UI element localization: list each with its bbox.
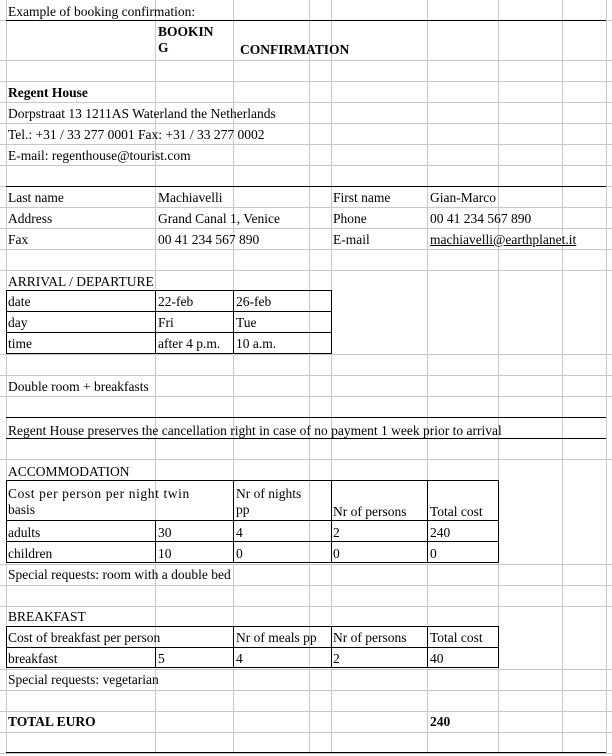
heading-booking-line2: G <box>158 40 169 55</box>
arrival-row-day-label: day <box>8 315 28 330</box>
departure-date-value: 26-feb <box>236 294 272 309</box>
breakfast-header-cost: Cost of breakfast per person <box>8 630 161 645</box>
departure-time-value: 10 a.m. <box>236 336 277 351</box>
guest-email-link[interactable]: machiavelli@earthplanet.it <box>430 232 577 247</box>
accommodation-header-persons: Nr of persons <box>333 504 407 519</box>
accommodation-header-cost-line2: basis <box>8 502 35 517</box>
breakfast-header-persons: Nr of persons <box>333 630 407 645</box>
hotel-phone-fax: Tel.: +31 / 33 277 0001 Fax: +31 / 33 277 0002 <box>8 127 265 142</box>
accommodation-header-total: Total cost <box>430 504 483 519</box>
cancellation-note: Regent House preserves the cancellation right in case of no payment 1 week prior to arrival <box>8 423 502 438</box>
address-value: Grand Canal 1, Venice <box>158 211 280 226</box>
intro-text: Example of booking confirmation: <box>8 4 196 19</box>
adults-nights: 4 <box>236 525 243 540</box>
children-total: 0 <box>430 546 437 561</box>
hotel-email: E-mail: regenthouse@tourist.com <box>8 148 191 163</box>
adults-cost: 30 <box>158 525 172 540</box>
first-name-value: Gian-Marco <box>430 190 496 205</box>
hotel-address: Dorpstraat 13 1211AS Waterland the Netherlands <box>8 106 276 121</box>
adults-persons: 2 <box>333 525 340 540</box>
breakfast-title: BREAKFAST <box>8 609 86 624</box>
breakfast-meals: 4 <box>236 651 243 666</box>
arrival-title: ARRIVAL / DEPARTURE <box>8 274 154 289</box>
accommodation-header-nights-line2: pp <box>236 502 250 517</box>
total-value: 240 <box>430 714 451 729</box>
address-label: Address <box>8 211 53 226</box>
breakfast-persons: 2 <box>333 651 340 666</box>
last-name-value: Machiavelli <box>158 190 223 205</box>
last-name-label: Last name <box>8 190 64 205</box>
accommodation-title: ACCOMMODATION <box>8 464 130 479</box>
children-nights: 0 <box>236 546 243 561</box>
accommodation-special-requests: Special requests: room with a double bed <box>8 567 231 582</box>
breakfast-header-meals: Nr of meals pp <box>236 630 317 645</box>
heading-confirmation: CONFIRMATION <box>240 42 350 57</box>
breakfast-total: 40 <box>430 651 444 666</box>
phone-label: Phone <box>333 211 367 226</box>
hotel-name: Regent House <box>8 85 88 100</box>
children-label: children <box>8 546 53 561</box>
email-label: E-mail <box>333 232 370 247</box>
arrival-time-value: after 4 p.m. <box>158 336 221 351</box>
adults-total: 240 <box>430 525 451 540</box>
first-name-label: First name <box>333 190 391 205</box>
breakfast-row-label: breakfast <box>8 651 58 666</box>
arrival-row-time-label: time <box>8 336 32 351</box>
arrival-row-date-label: date <box>8 294 31 309</box>
accommodation-header-cost-line1: Cost per person per night twin <box>8 486 190 501</box>
fax-value: 00 41 234 567 890 <box>158 232 260 247</box>
room-type: Double room + breakfasts <box>8 379 149 394</box>
children-cost: 10 <box>158 546 172 561</box>
phone-value: 00 41 234 567 890 <box>430 211 532 226</box>
arrival-day-value: Fri <box>158 315 174 330</box>
departure-day-value: Tue <box>236 315 257 330</box>
breakfast-cost: 5 <box>158 651 165 666</box>
arrival-date-value: 22-feb <box>158 294 194 309</box>
children-persons: 0 <box>333 546 340 561</box>
fax-label: Fax <box>8 232 29 247</box>
breakfast-special-requests: Special requests: vegetarian <box>8 672 159 687</box>
breakfast-header-total: Total cost <box>430 630 483 645</box>
adults-label: adults <box>8 525 41 540</box>
accommodation-header-nights-line1: Nr of nights <box>236 486 302 501</box>
total-label: TOTAL EURO <box>8 714 96 729</box>
heading-booking-line1: BOOKIN <box>158 24 214 39</box>
